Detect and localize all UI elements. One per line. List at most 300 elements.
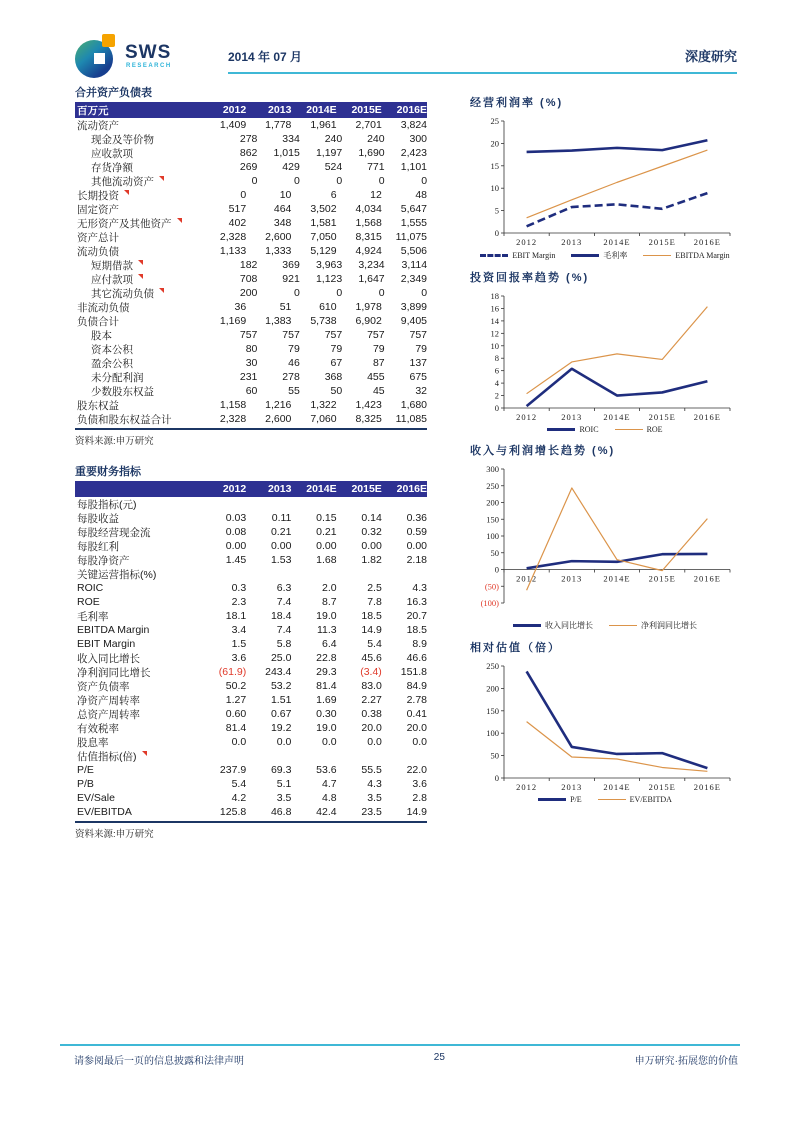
chart-legend bbox=[470, 795, 740, 804]
cell-value: 5,647 bbox=[400, 203, 428, 215]
table-row bbox=[75, 595, 427, 609]
key-metrics-source: 资料来源:申万研究 bbox=[75, 821, 427, 840]
legend-label: 收入同比增长 bbox=[545, 621, 593, 630]
x-category-label: 2015E bbox=[648, 573, 676, 584]
cell-value: 6.3 bbox=[276, 582, 292, 594]
cell-value: 22.8 bbox=[316, 652, 337, 664]
cell-value: 32 bbox=[415, 385, 428, 397]
y-tick-label: 8 bbox=[494, 353, 499, 364]
series-line-毛利率 bbox=[527, 140, 708, 152]
cell-value: 1,169 bbox=[219, 315, 247, 327]
cell-value: 7.4 bbox=[276, 624, 292, 636]
row-label: 无形资产及其他资产 bbox=[75, 216, 201, 231]
cell-value: 20.7 bbox=[406, 610, 428, 622]
cell-value: 8,325 bbox=[355, 413, 382, 425]
cell-value: 55.5 bbox=[361, 764, 382, 776]
balance-sheet-section bbox=[75, 84, 427, 447]
chart-3 bbox=[470, 442, 740, 631]
cell-value: 455 bbox=[367, 371, 385, 383]
table-row bbox=[75, 693, 427, 707]
cell-value: 11,085 bbox=[395, 413, 428, 425]
cell-value: 19.2 bbox=[270, 722, 292, 734]
cell-value: 3,899 bbox=[400, 301, 428, 313]
cell-value: 50 bbox=[330, 385, 343, 397]
cell-value: 0 bbox=[378, 287, 385, 299]
table-header-year: 2016E bbox=[396, 483, 428, 495]
cell-value: 1,778 bbox=[265, 119, 292, 131]
table-row bbox=[75, 132, 427, 146]
cell-value: 243.4 bbox=[265, 666, 292, 678]
cell-value: 1.51 bbox=[270, 694, 292, 706]
cell-value: 55 bbox=[288, 385, 300, 397]
legend-item bbox=[615, 425, 663, 434]
cell-value: 10 bbox=[279, 189, 292, 201]
cell-value: 11.3 bbox=[316, 624, 337, 636]
cell-value: 51 bbox=[279, 301, 292, 313]
table-row bbox=[75, 721, 427, 735]
cell-value: 25.0 bbox=[270, 652, 292, 664]
row-label: 负债合计 bbox=[77, 315, 119, 328]
cell-value: 771 bbox=[367, 161, 385, 173]
row-label: 资产总计 bbox=[77, 231, 119, 244]
y-tick-label: 250 bbox=[486, 661, 499, 671]
cell-value: 921 bbox=[282, 273, 300, 285]
x-category-label: 2016E bbox=[693, 237, 722, 247]
legend-line-sample bbox=[609, 625, 637, 626]
legend-line-sample bbox=[538, 798, 566, 801]
logo-research-text: RESEARCH bbox=[126, 63, 172, 69]
cell-value: 368 bbox=[324, 371, 343, 383]
cell-value: 14.9 bbox=[406, 806, 428, 818]
cell-value: 18.4 bbox=[270, 610, 292, 622]
y-tick-label: 14 bbox=[490, 315, 499, 326]
cell-value: 5,738 bbox=[310, 315, 337, 327]
comment-marker-icon bbox=[177, 218, 182, 223]
cell-value: (61.9) bbox=[218, 666, 247, 678]
cell-value: 3.5 bbox=[367, 792, 382, 804]
report-type: 深度研究 bbox=[684, 49, 737, 64]
table-row bbox=[75, 525, 427, 539]
cell-value: 1,568 bbox=[355, 217, 382, 229]
cell-value: 231 bbox=[239, 371, 258, 383]
table-row bbox=[75, 651, 427, 665]
cell-value: 334 bbox=[282, 133, 300, 145]
cell-value: 3,234 bbox=[358, 259, 385, 271]
table-row bbox=[75, 511, 427, 525]
cell-value: 8.7 bbox=[322, 596, 337, 608]
table-header-unit: 百万元 bbox=[77, 104, 109, 117]
cell-value: 757 bbox=[324, 329, 343, 341]
cell-value: 1,961 bbox=[310, 119, 337, 131]
cell-value: 151.8 bbox=[400, 666, 428, 678]
table-row bbox=[75, 146, 427, 160]
cell-value: 0.59 bbox=[406, 526, 428, 538]
cell-value: 0.00 bbox=[225, 540, 247, 552]
cell-value: 1.53 bbox=[270, 554, 292, 566]
cell-value: 60 bbox=[245, 385, 258, 397]
table-row bbox=[75, 412, 427, 426]
cell-value: 1.82 bbox=[361, 554, 382, 566]
cell-value: 20.0 bbox=[406, 722, 428, 734]
cell-value: 3.6 bbox=[412, 778, 428, 790]
x-category-label: 2012 bbox=[516, 573, 538, 584]
cell-value: 6 bbox=[330, 189, 337, 201]
comment-marker-icon bbox=[159, 288, 164, 293]
cell-value: (3.4) bbox=[360, 666, 382, 678]
balance-sheet-table bbox=[75, 102, 427, 426]
table-row bbox=[75, 665, 427, 679]
table-row bbox=[75, 300, 427, 314]
row-label: 总资产周转率 bbox=[77, 708, 140, 721]
cell-value: 3.6 bbox=[231, 652, 247, 664]
x-category-label: 2013 bbox=[561, 573, 583, 584]
cell-value: 0.21 bbox=[270, 526, 292, 538]
cell-value: 18.5 bbox=[361, 610, 382, 622]
cell-value: 0.0 bbox=[231, 736, 247, 748]
cell-value: 79 bbox=[415, 343, 428, 355]
table-row bbox=[75, 202, 427, 216]
x-category-label: 2013 bbox=[561, 237, 583, 247]
cell-value: 0.00 bbox=[406, 540, 428, 552]
y-tick-label: 5 bbox=[494, 205, 499, 216]
cell-value: 4.7 bbox=[322, 778, 337, 790]
cell-value: 0.03 bbox=[225, 512, 247, 524]
line-chart-svg bbox=[470, 113, 740, 249]
sws-logo bbox=[75, 34, 195, 86]
cell-value: 2.5 bbox=[367, 582, 382, 594]
chart-legend bbox=[470, 250, 740, 261]
chart-title: 经营利润率 (%) bbox=[470, 97, 564, 109]
cell-value: 517 bbox=[228, 203, 247, 215]
y-tick-label: 4 bbox=[494, 378, 499, 389]
table-header-year: 2012 bbox=[222, 104, 247, 116]
cell-value: 862 bbox=[239, 147, 258, 159]
legend-line-sample bbox=[513, 624, 541, 627]
cell-value: 84.9 bbox=[406, 680, 428, 692]
cell-value: 0.38 bbox=[361, 708, 382, 720]
chart-title: 收入与利润增长趋势 (%) bbox=[470, 445, 616, 457]
table-header-year: 2012 bbox=[222, 483, 247, 495]
cell-value: 0 bbox=[293, 287, 300, 299]
legend-label: P/E bbox=[570, 795, 582, 804]
x-category-label: 2014E bbox=[603, 782, 631, 792]
table-row bbox=[75, 160, 427, 174]
cell-value: 1,581 bbox=[310, 217, 337, 229]
legend-label: ROIC bbox=[579, 425, 599, 434]
x-category-label: 2013 bbox=[561, 782, 583, 792]
legend-line-sample bbox=[643, 255, 671, 256]
table-header-year: 2015E bbox=[351, 104, 382, 116]
row-label: 有效税率 bbox=[77, 722, 119, 735]
series-line-P/E bbox=[527, 671, 708, 768]
x-category-label: 2012 bbox=[516, 412, 538, 422]
cell-value: 1.69 bbox=[316, 694, 337, 706]
x-category-label: 2012 bbox=[516, 782, 538, 792]
row-label: 每股收益 bbox=[77, 512, 119, 525]
row-label: 固定资产 bbox=[77, 203, 119, 216]
comment-marker-icon bbox=[124, 190, 129, 195]
legend-label: 毛利率 bbox=[603, 251, 628, 260]
cell-value: 4.2 bbox=[231, 792, 247, 804]
cell-value: 1.45 bbox=[225, 554, 247, 566]
y-tick-label: 0 bbox=[494, 228, 499, 238]
y-tick-label: 50 bbox=[490, 750, 499, 761]
row-label: 每股净资产 bbox=[77, 554, 130, 567]
cell-value: 19.0 bbox=[316, 722, 337, 734]
cell-value: 7,060 bbox=[310, 413, 337, 425]
y-tick-label: 10 bbox=[490, 340, 499, 351]
row-label: EV/Sale bbox=[77, 792, 115, 804]
cell-value: 0.15 bbox=[316, 512, 337, 524]
cell-value: 708 bbox=[239, 273, 258, 285]
cell-value: 1.68 bbox=[316, 554, 337, 566]
cell-value: 757 bbox=[239, 329, 258, 341]
report-date: 2014 年 07 月 bbox=[228, 50, 303, 64]
chart-legend bbox=[470, 425, 740, 434]
table-row bbox=[75, 370, 427, 384]
cell-value: 0.00 bbox=[361, 540, 382, 552]
cell-value: 237.9 bbox=[219, 764, 247, 776]
cell-value: 125.8 bbox=[219, 806, 247, 818]
y-tick-label: 15 bbox=[490, 160, 499, 171]
cell-value: 8.9 bbox=[412, 638, 428, 650]
cell-value: 79 bbox=[288, 343, 300, 355]
y-tick-label: (100) bbox=[480, 598, 499, 608]
table-row bbox=[75, 384, 427, 398]
legend-item bbox=[513, 620, 593, 631]
table-row bbox=[75, 553, 427, 567]
cell-value: 12 bbox=[370, 189, 382, 201]
series-line-收入同比增长 bbox=[527, 554, 708, 568]
cell-value: 4.8 bbox=[322, 792, 337, 804]
cell-value: 1,015 bbox=[273, 147, 300, 159]
x-category-label: 2015E bbox=[648, 782, 676, 792]
table-row bbox=[75, 735, 427, 749]
comment-marker-icon bbox=[142, 751, 147, 756]
cell-value: 6.4 bbox=[322, 638, 337, 650]
row-label: 每股指标(元) bbox=[77, 498, 137, 511]
row-label: 应收款项 bbox=[91, 147, 133, 160]
y-tick-label: 0 bbox=[494, 773, 499, 783]
x-category-label: 2016E bbox=[693, 782, 722, 792]
comment-marker-icon bbox=[138, 274, 143, 279]
cell-value: 2,423 bbox=[400, 147, 428, 159]
cell-value: 200 bbox=[239, 287, 258, 299]
chart-title: 相对估值（倍） bbox=[470, 642, 561, 654]
cell-value: 0 bbox=[251, 175, 258, 187]
cell-value: 4.3 bbox=[412, 582, 428, 594]
cell-value: 3,963 bbox=[315, 259, 343, 271]
cell-value: 67 bbox=[330, 357, 343, 369]
chart-legend bbox=[470, 620, 740, 631]
cell-value: 0.41 bbox=[406, 708, 428, 720]
table-row bbox=[75, 188, 427, 202]
row-label: 非流动负债 bbox=[77, 301, 130, 314]
footer-page-number: 25 bbox=[433, 1052, 445, 1063]
legend-line-sample bbox=[598, 799, 626, 800]
cell-value: 3,502 bbox=[310, 203, 337, 215]
cell-value: 2,600 bbox=[265, 231, 292, 243]
cell-value: 0.14 bbox=[361, 512, 382, 524]
cell-value: 0.36 bbox=[406, 512, 428, 524]
table-header-year: 2015E bbox=[351, 483, 382, 495]
row-label: EV/EBITDA bbox=[77, 806, 132, 818]
cell-value: 0.21 bbox=[316, 526, 337, 538]
cell-value: 5.8 bbox=[276, 638, 292, 650]
cell-value: 348 bbox=[273, 217, 292, 229]
cell-value: 48 bbox=[415, 189, 428, 201]
cell-value: 69.3 bbox=[270, 764, 292, 776]
row-label: EBITDA Margin bbox=[77, 624, 150, 636]
cell-value: 240 bbox=[324, 133, 343, 145]
cell-value: 240 bbox=[367, 133, 385, 145]
y-tick-label: 16 bbox=[490, 303, 499, 314]
legend-item bbox=[643, 251, 729, 260]
cell-value: 46.6 bbox=[406, 652, 428, 664]
table-row bbox=[75, 356, 427, 370]
cell-value: 278 bbox=[239, 133, 258, 145]
cell-value: 0 bbox=[240, 189, 247, 201]
row-label: 收入同比增长 bbox=[77, 652, 140, 665]
series-line-ROE bbox=[527, 307, 708, 394]
row-label: 流动负债 bbox=[77, 245, 119, 258]
legend-line-sample bbox=[571, 254, 599, 257]
cell-value: 2.18 bbox=[406, 554, 428, 566]
cell-value: 0.08 bbox=[225, 526, 247, 538]
table-row bbox=[75, 258, 427, 272]
row-label: 毛利率 bbox=[77, 610, 109, 623]
table-row bbox=[75, 216, 427, 230]
y-tick-label: 10 bbox=[490, 183, 499, 194]
table-header-year: 2013 bbox=[268, 104, 292, 116]
cell-value: 0 bbox=[336, 287, 343, 299]
x-category-label: 2015E bbox=[648, 237, 676, 247]
table-row bbox=[75, 805, 427, 819]
charts-column bbox=[470, 94, 740, 812]
y-tick-label: 2 bbox=[494, 390, 499, 401]
cell-value: 1,423 bbox=[355, 399, 382, 411]
table-row bbox=[75, 581, 427, 595]
cell-value: 1,123 bbox=[315, 273, 343, 285]
logo-orange-square bbox=[102, 34, 115, 47]
row-label: ROIC bbox=[77, 582, 104, 594]
cell-value: 5.4 bbox=[367, 638, 382, 650]
cell-value: 1.27 bbox=[225, 694, 247, 706]
y-tick-label: 200 bbox=[486, 683, 499, 694]
header-band bbox=[228, 46, 737, 74]
cell-value: 6,902 bbox=[355, 315, 382, 327]
legend-item bbox=[598, 795, 672, 804]
table-header-year: 2014E bbox=[306, 104, 337, 116]
cell-value: 2,328 bbox=[219, 231, 247, 243]
row-label: 净利润同比增长 bbox=[77, 666, 151, 679]
chart-title: 投资回报率趋势 (%) bbox=[470, 272, 590, 284]
y-tick-label: 150 bbox=[486, 705, 499, 716]
legend-label: EBIT Margin bbox=[512, 251, 556, 260]
cell-value: 79 bbox=[330, 343, 343, 355]
cell-value: 53.6 bbox=[316, 764, 337, 776]
cell-value: 87 bbox=[372, 357, 385, 369]
balance-sheet-source: 资料来源:申万研究 bbox=[75, 428, 427, 447]
cell-value: 1,158 bbox=[219, 399, 247, 411]
cell-value: 45 bbox=[372, 385, 385, 397]
table-row bbox=[75, 342, 427, 356]
comment-marker-icon bbox=[138, 260, 143, 265]
logo-sws-text: SWS bbox=[125, 42, 172, 63]
line-chart-svg bbox=[470, 658, 740, 794]
row-label: 盈余公积 bbox=[91, 357, 133, 370]
cell-value: 22.0 bbox=[406, 764, 428, 776]
cell-value: 300 bbox=[409, 133, 428, 145]
cell-value: 0.67 bbox=[270, 708, 292, 720]
y-tick-label: 100 bbox=[486, 728, 499, 739]
row-label: 短期借款 bbox=[75, 258, 215, 273]
row-label: 估值指标(倍) bbox=[75, 749, 201, 764]
cell-value: 9,405 bbox=[400, 315, 428, 327]
table-header-row bbox=[75, 102, 427, 118]
y-tick-label: 150 bbox=[486, 514, 499, 525]
table-row bbox=[75, 623, 427, 637]
key-metrics-table bbox=[75, 481, 427, 819]
cell-value: 16.3 bbox=[406, 596, 428, 608]
cell-value: 0.3 bbox=[231, 582, 247, 594]
table-row bbox=[75, 272, 427, 286]
row-label: 现金及等价物 bbox=[91, 133, 154, 146]
cell-value: 2.78 bbox=[406, 694, 428, 706]
cell-value: 14.9 bbox=[361, 624, 382, 636]
footer-disclaimer: 请参阅最后一页的信息披露和法律声明 bbox=[74, 1056, 244, 1067]
cell-value: 2,349 bbox=[400, 273, 428, 285]
row-label: 每股经营现金流 bbox=[77, 526, 151, 539]
row-label: 未分配利润 bbox=[91, 371, 144, 384]
row-label: 长期投资 bbox=[75, 188, 201, 203]
legend-line-sample bbox=[547, 428, 575, 431]
cell-value: 3,824 bbox=[400, 119, 428, 131]
cell-value: 369 bbox=[282, 259, 300, 271]
y-tick-label: 0 bbox=[494, 403, 499, 413]
table-header-year: 2016E bbox=[396, 104, 428, 116]
cell-value: 3.4 bbox=[231, 624, 247, 636]
y-tick-label: 100 bbox=[486, 531, 499, 541]
cell-value: 7.4 bbox=[276, 596, 292, 608]
cell-value: 46 bbox=[288, 357, 300, 369]
table-row bbox=[75, 497, 427, 511]
cell-value: 81.4 bbox=[225, 722, 247, 734]
cell-value: 53.2 bbox=[270, 680, 292, 692]
x-category-label: 2012 bbox=[516, 237, 538, 247]
legend-item bbox=[609, 620, 697, 631]
cell-value: 0.30 bbox=[316, 708, 337, 720]
row-label: 少数股东权益 bbox=[91, 385, 154, 398]
cell-value: 2,701 bbox=[355, 119, 382, 131]
table-row bbox=[75, 118, 427, 132]
row-label: 关键运营指标(%) bbox=[77, 568, 157, 581]
cell-value: 0 bbox=[378, 175, 385, 187]
cell-value: 269 bbox=[239, 161, 258, 173]
row-label: 股本 bbox=[91, 329, 112, 342]
row-label: 其他流动资产 bbox=[75, 174, 215, 189]
table-row bbox=[75, 567, 427, 581]
table-row bbox=[75, 286, 427, 300]
x-category-label: 2016E bbox=[693, 412, 722, 422]
legend-label: EV/EBITDA bbox=[629, 795, 672, 804]
y-tick-label: 12 bbox=[490, 328, 499, 339]
cell-value: 0 bbox=[421, 287, 428, 299]
table-row bbox=[75, 328, 427, 342]
y-tick-label: 200 bbox=[486, 497, 499, 508]
table-row bbox=[75, 679, 427, 693]
cell-value: 18.1 bbox=[225, 610, 247, 622]
